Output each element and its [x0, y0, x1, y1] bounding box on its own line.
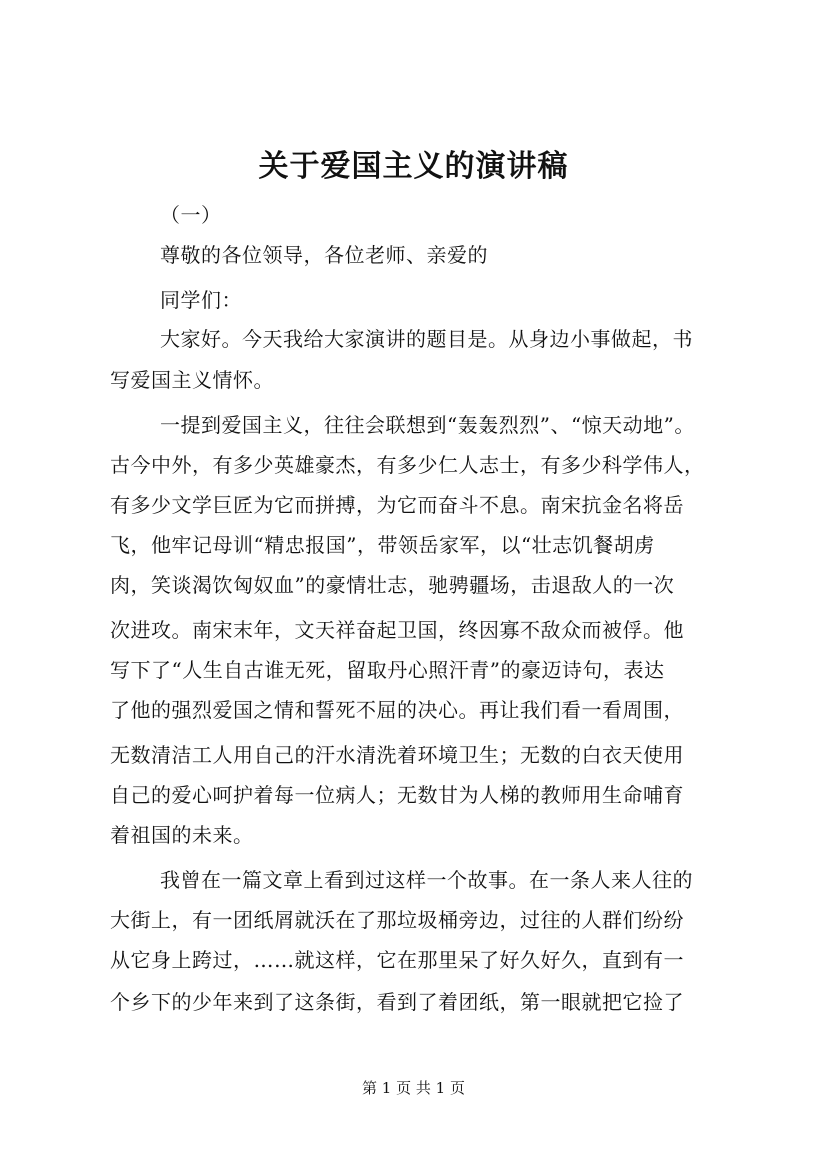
- text-line-4: 写爱国主义情怀。: [110, 368, 274, 392]
- text-line-9: 肉，笑谈渴饮匈奴血”的豪情壮志，驰骋疆场，击退敌人的一次: [110, 573, 675, 597]
- text-line-1: 尊敬的各位领导，各位老师、亲爱的: [160, 243, 488, 267]
- text-line-5: 一提到爱国主义，往往会联想到“轰轰烈烈”、“惊天动地”。: [160, 413, 695, 437]
- text-line-10: 次进攻。南宋末年，文天祥奋起卫国，终因寡不敌众而被俘。他: [110, 618, 684, 642]
- document-title: 关于爱国主义的演讲稿: [258, 149, 569, 184]
- text-line-8: 飞，他牢记母训“精忠报国”，带领岳家军，以“壮志饥餐胡虏: [110, 533, 655, 557]
- text-line-13: 无数清洁工人用自己的汗水清洗着环境卫生；无数的白衣天使用: [110, 743, 684, 767]
- text-line-18: 从它身上跨过，……就这样，它在那里呆了好久好久，直到有一: [110, 948, 684, 972]
- text-line-11: 写下了“人生自古谁无死，留取丹心照汗青”的豪迈诗句，表达: [110, 658, 665, 682]
- text-line-6: 古今中外，有多少英雄豪杰，有多少仁人志士，有多少科学伟人，: [110, 453, 705, 477]
- text-line-19: 个乡下的少年来到了这条街，看到了着团纸，第一眼就把它捡了: [110, 990, 684, 1014]
- text-line-3: 大家好。今天我给大家演讲的题目是。从身边小事做起，书: [160, 327, 693, 351]
- text-line-17: 大街上，有一团纸屑就沃在了那垃圾桶旁边，过往的人群们纷纷: [110, 908, 684, 932]
- text-line-2: 同学们：: [160, 288, 242, 312]
- text-line-15: 着祖国的未来。: [110, 823, 254, 847]
- text-line-12: 了他的强烈爱国之情和誓死不屈的决心。再让我们看一看周围，: [110, 698, 684, 722]
- text-line-14: 自己的爱心呵护着每一位病人；无数甘为人梯的教师用生命哺育: [110, 783, 684, 807]
- text-line-16: 我曾在一篇文章上看到过这样一个故事。在一条人来人往的: [160, 868, 693, 892]
- text-line-7: 有多少文学巨匠为它而拼搏，为它而奋斗不息。南宋抗金名将岳: [110, 493, 684, 517]
- section-heading: （一）: [160, 203, 222, 227]
- page-footer: 第 1 页 共 1 页: [362, 1079, 465, 1097]
